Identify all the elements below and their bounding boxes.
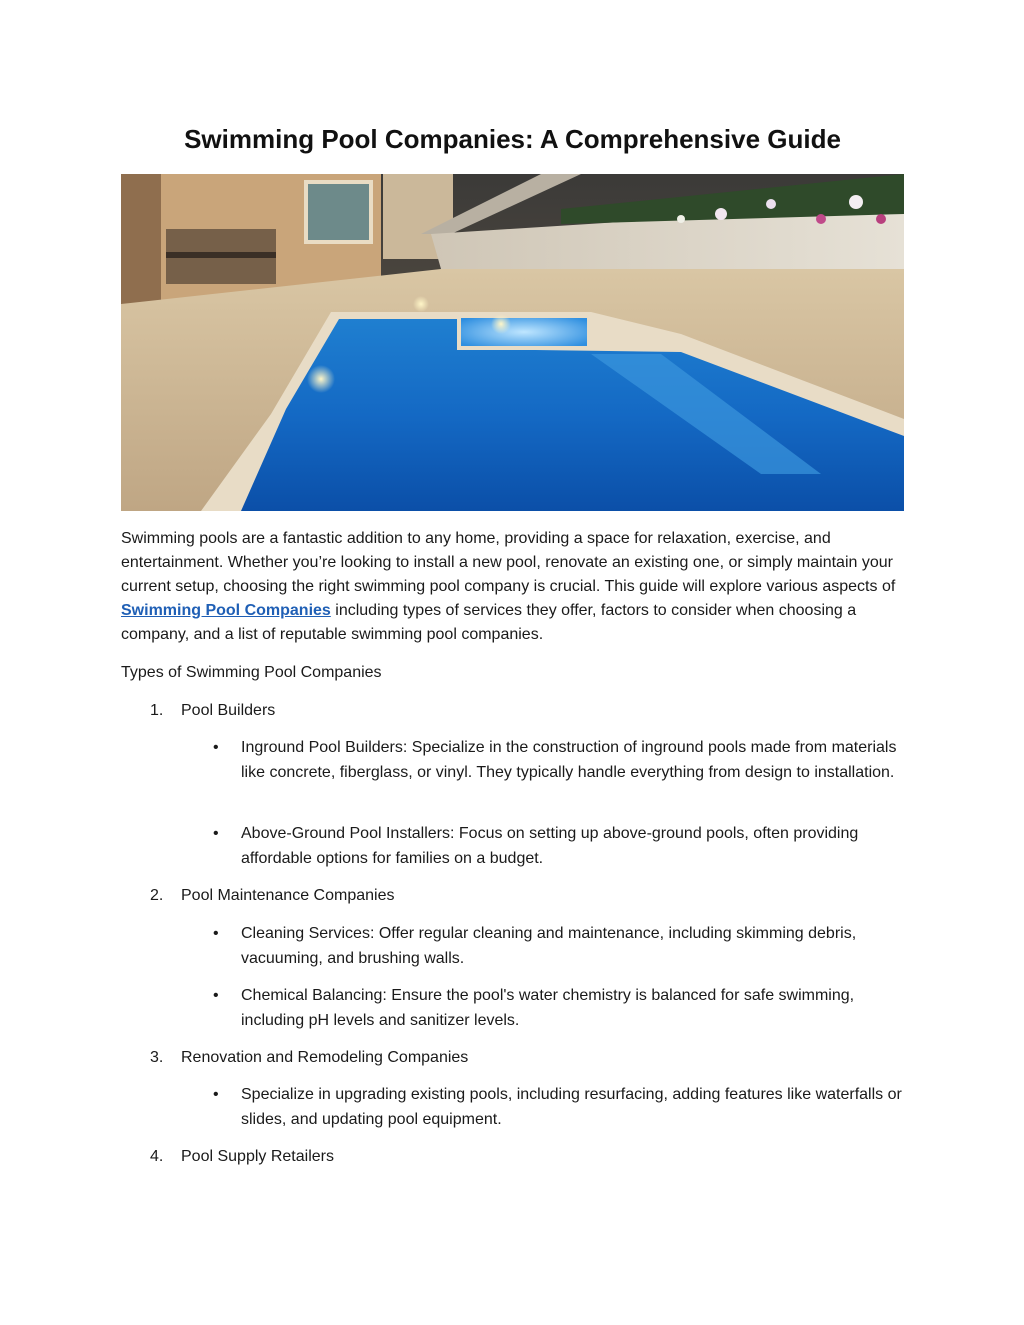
intro-paragraph bbox=[121, 527, 904, 647]
numbered-item-renovation bbox=[150, 1046, 468, 1070]
numbered-item-maintenance bbox=[150, 884, 394, 908]
bullet-cleaning-services bbox=[213, 922, 903, 971]
bullet-upgrading-pools bbox=[213, 1083, 903, 1132]
intro-text-before: Swimming pools are a fantastic addition to any home, providing a space for relaxation, exercise, and entertainment. Whether you’re looking to install a new pool, renovate an existing one, or simply maintain your current setup, choosing the right swimming pool company is crucial. This guide will explore various aspects of bbox=[121, 530, 896, 595]
item-label: Renovation and Remodeling Companies bbox=[181, 1049, 469, 1066]
item-label: Pool Builders bbox=[181, 702, 276, 719]
bullet-dot: • bbox=[213, 739, 219, 756]
bullet-text: Specialize in upgrading existing pools, including resurfacing, adding features like waterfalls or slides, and updating pool equipment. bbox=[241, 1086, 902, 1128]
numbered-item-supply-retailers bbox=[150, 1145, 334, 1169]
item-label: Pool Supply Retailers bbox=[181, 1148, 334, 1165]
bullet-text: Cleaning Services: Offer regular cleaning and maintenance, including skimming debris, vacuuming, and brushing walls. bbox=[241, 925, 857, 967]
hero-pool-photo bbox=[121, 174, 904, 511]
item-number: 4. bbox=[150, 1148, 164, 1165]
item-label: Pool Maintenance Companies bbox=[181, 887, 395, 904]
item-number: 1. bbox=[150, 702, 164, 719]
bullet-inground-builders bbox=[213, 736, 903, 785]
numbered-item-pool-builders bbox=[150, 699, 275, 723]
bullet-dot: • bbox=[213, 925, 219, 942]
bullet-text: Above-Ground Pool Installers: Focus on setting up above-ground pools, often providing affordable options for families on a budget. bbox=[241, 825, 859, 867]
bullet-chemical-balancing bbox=[213, 984, 903, 1033]
item-number: 3. bbox=[150, 1049, 164, 1066]
bullet-dot: • bbox=[213, 987, 219, 1004]
bullet-text: Inground Pool Builders: Specialize in the construction of inground pools made from materials like concrete, fiberglass, or vinyl. They typically handle everything from design to installation. bbox=[241, 739, 897, 781]
item-number: 2. bbox=[150, 887, 164, 904]
bullet-text: Chemical Balancing: Ensure the pool's water chemistry is balanced for safe swimming, including pH levels and sanitizer levels. bbox=[241, 987, 855, 1029]
bullet-dot: • bbox=[213, 825, 219, 842]
page-title: Swimming Pool Companies: A Comprehensive Guide bbox=[184, 124, 841, 154]
intro-text-after: including types of services they offer, factors to consider when choosing a company, and a list of reputable swimming pool companies. bbox=[121, 602, 857, 643]
swimming-pool-companies-link[interactable]: Swimming Pool Companies bbox=[121, 602, 331, 619]
bullet-above-ground-installers bbox=[213, 822, 903, 871]
bullet-dot: • bbox=[213, 1086, 219, 1103]
types-heading: Types of Swimming Pool Companies bbox=[121, 664, 382, 681]
